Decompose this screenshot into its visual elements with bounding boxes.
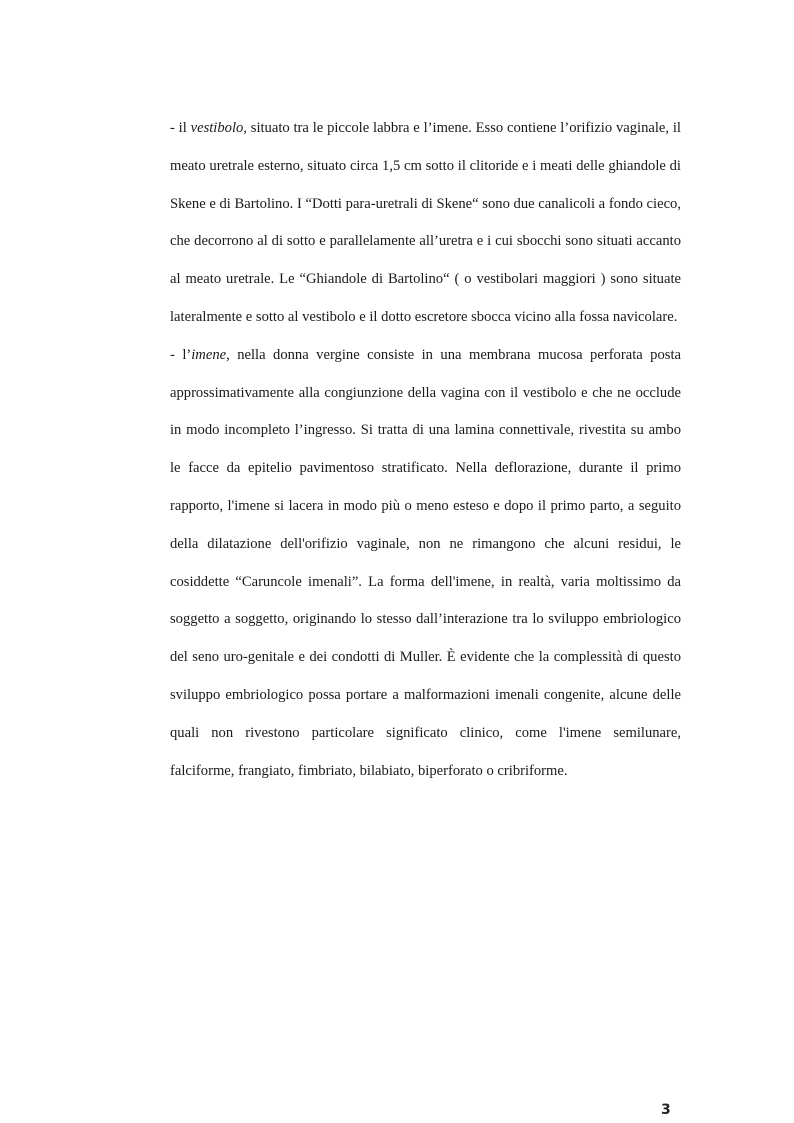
- page-number: 3: [661, 1102, 671, 1118]
- paragraph-prefix: - l’: [170, 346, 192, 363]
- paragraph-text: situato tra le piccole labbra e l’imene. Esso contiene l’orifizio vaginale, il meato uretrale esterno, situato circa 1,5 cm sotto il clitoride e i meati delle ghiandole di Skene e di Bartolino. I “Dotti para-uretrali di Skene“ sono due canalicoli a fondo cieco, che decorrono al di sotto e parallelamente all’uretra e i cui sbocchi sono situati accanto al meato uretrale. Le “Ghiandole di Bartolino“ ( o vestibolari maggiori ) sono situate lateralmente e sotto al vestibolo e il dotto escretore sbocca vicino alla fossa navicolare.: [170, 120, 681, 325]
- term-vestibolo: vestibolo,: [190, 120, 247, 136]
- paragraph-text: , nella donna vergine consiste in una membrana mucosa perforata posta approssimativamente alla congiunzione della vagina con il vestibolo e che ne occlude in modo incompleto l’ingresso. Si tratta di una lamina connettivale, rivestita su ambo le facce da epitelio pavimentoso stratificato. Nella deflorazione, durante il primo rapporto, l'imene si lacera in modo più o meno esteso e dopo il primo parto, a seguito della dilatazione dell'orifizio vaginale, non ne rimangono che alcuni residui, le cosiddette “Caruncole imenali”. La forma dell'imene, in realtà, varia moltissimo da soggetto a soggetto, originando lo stesso dall’interazione tra lo sviluppo embriologico del seno uro-genitale e dei condotti di Muller. È evidente che la complessità di questo sviluppo embriologico possa portare a malformazioni imenali congenite, alcune delle quali non rivestono particolare significato clinico, come l'imene semilunare, falciforme, frangiato, fimbriato, bilabiato, biperforato o cribriforme.: [170, 346, 681, 779]
- paragraph-imene: [170, 337, 681, 791]
- paragraph-vestibolo: [170, 110, 681, 337]
- body-text: [170, 110, 681, 790]
- term-imene: imene: [191, 346, 227, 363]
- paragraph-prefix: - il: [170, 120, 191, 136]
